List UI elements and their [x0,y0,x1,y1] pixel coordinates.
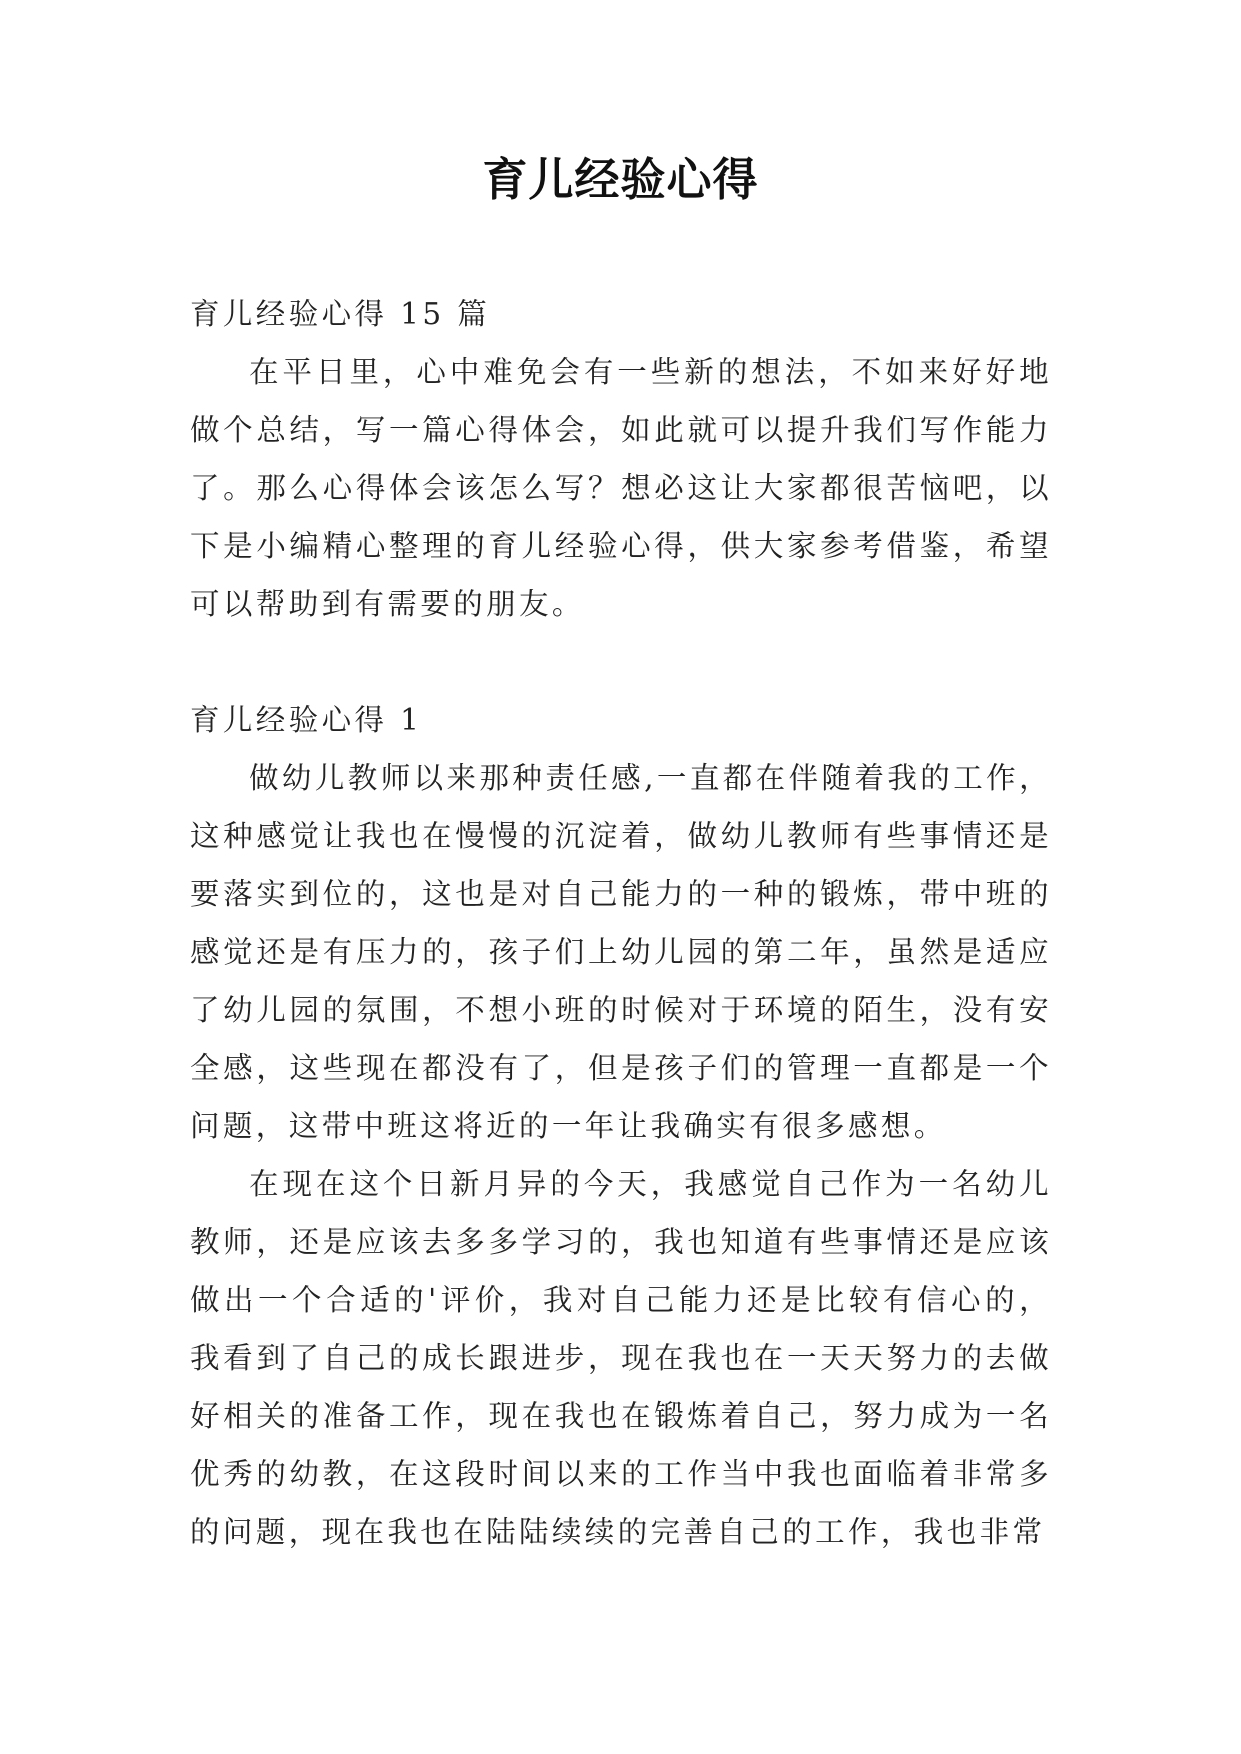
body-paragraph: 在现在这个日新月异的今天，我感觉自己作为一名幼儿教师，还是应该去多多学习的，我也知道有些事情还是应该做出一个合适的'评价，我对自己能力还是比较有信心的，我看到了自己的成长跟进步，现在我也在一天天努力的去做好相关的准备工作，现在我也在锻炼着自己，努力成为一名优秀的幼教，在这段时间以来的工作当中我也面临着非常多的问题，现在我也在陆陆续续的完善自己的工作，我也非常 [190,1167,1052,1549]
body-paragraph: 做幼儿教师以来那种责任感,一直都在伴随着我的工作，这种感觉让我也在慢慢的沉淀着，做幼儿教师有些事情还是要落实到位的，这也是对自己能力的一种的锻炼，带中班的感觉还是有压力的，孩子们上幼儿园的第二年，虽然是适应了幼儿园的氛围，不想小班的时候对于环境的陌生，没有安全感，这些现在都没有了，但是孩子们的管理一直都是一个问题，这带中班这将近的一年让我确实有很多感想。 [190,761,1052,1143]
intro-paragraph: 在平日里，心中难免会有一些新的想法，不如来好好地做个总结，写一篇心得体会，如此就可以提升我们写作能力了。那么心得体会该怎么写？想必这让大家都很苦恼吧，以下是小编精心整理的育儿经验心得，供大家参考借鉴，希望可以帮助到有需要的朋友。 [190,355,1052,621]
collection-heading: 育儿经验心得 15 篇 [190,297,491,331]
section-heading: 育儿经验心得 1 [190,703,423,737]
document-title: 育儿经验心得 [482,153,759,206]
section-spacer [190,633,1052,691]
document-body [190,285,1052,1561]
